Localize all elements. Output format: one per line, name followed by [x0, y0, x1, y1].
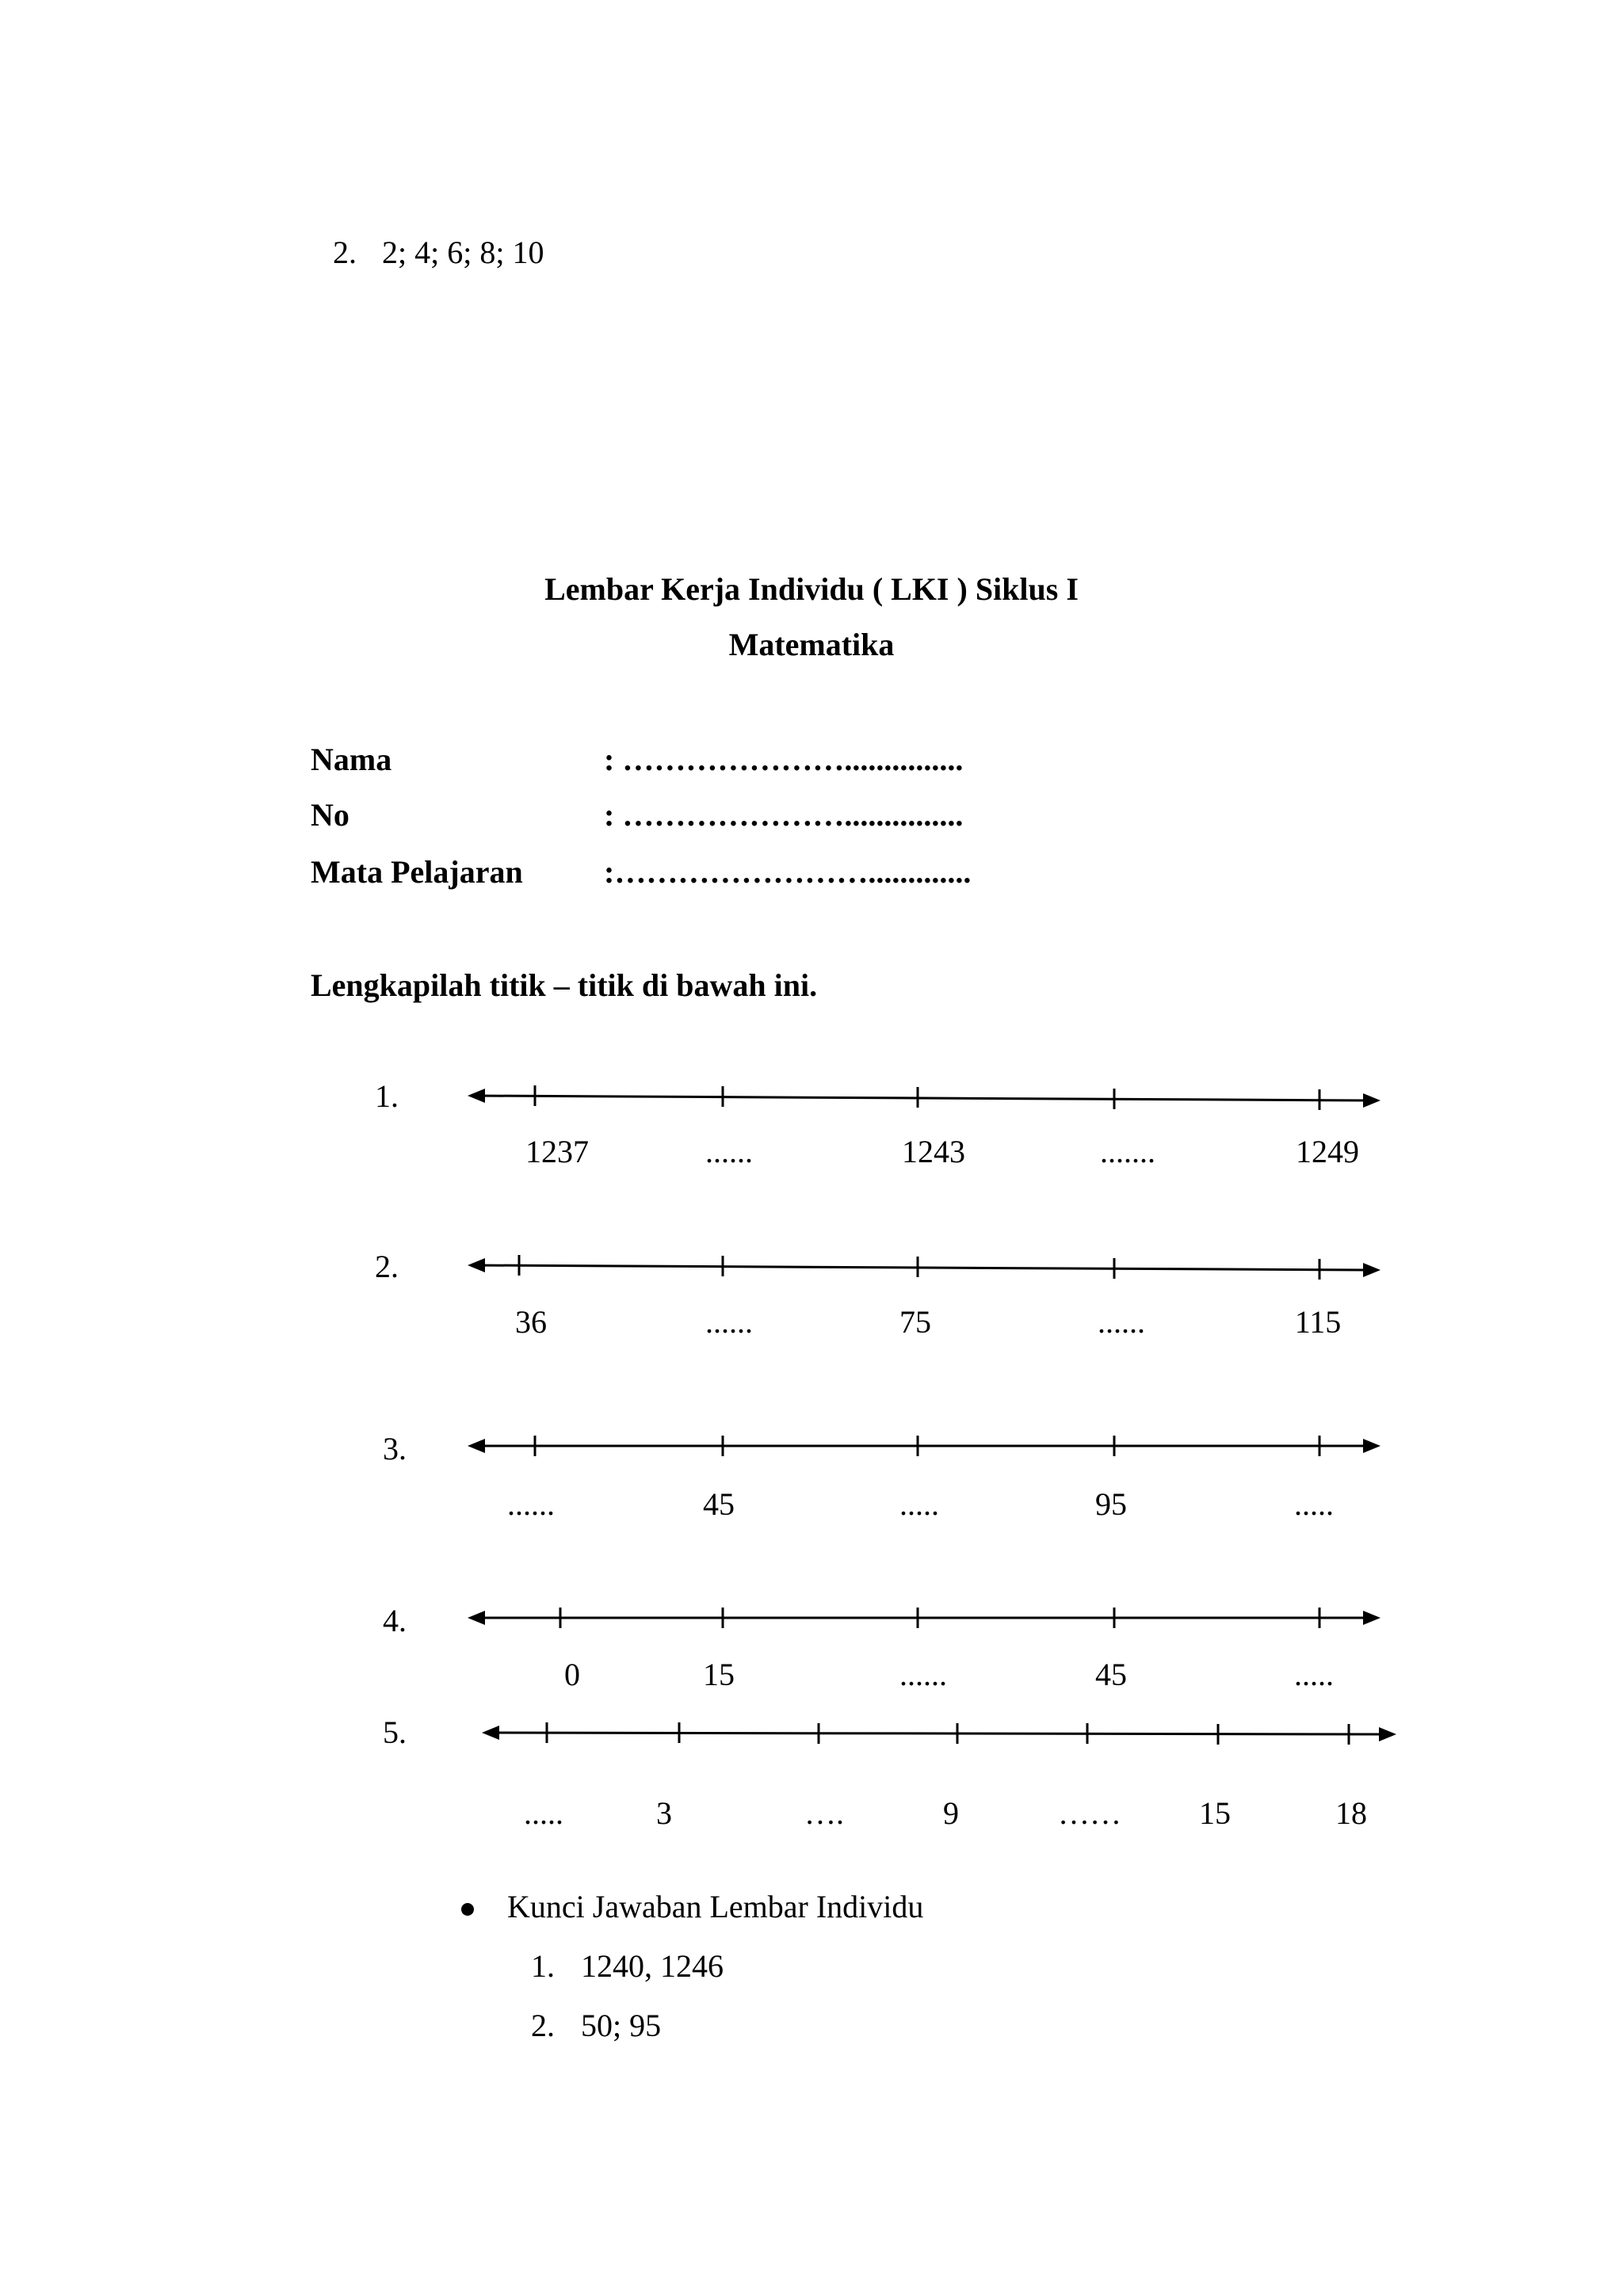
number-line-5-label: 9	[943, 1795, 959, 1831]
number-line-3-label: .....	[899, 1486, 939, 1522]
number-line-5	[482, 1722, 1396, 1745]
answer-key-heading: Kunci Jawaban Lembar Individu	[507, 1889, 924, 1924]
number-line-3-label: 95	[1095, 1486, 1127, 1522]
field-label-nama: Nama	[311, 742, 392, 777]
number-line-5-label: ……	[1058, 1795, 1121, 1831]
number-line-1	[468, 1085, 1381, 1110]
number-line-4-label: ......	[899, 1657, 947, 1692]
page-title: Lembar Kerja Individu ( LKI ) Siklus I	[544, 571, 1079, 607]
number-line-5-label: 15	[1199, 1795, 1231, 1831]
field-value-mata-pelajaran: :…………………….............	[604, 854, 972, 890]
number-line-4-index: 4.	[383, 1603, 407, 1638]
number-line-1-label: ......	[705, 1134, 753, 1169]
top-item-text: 2; 4; 6; 8; 10	[382, 235, 544, 270]
answer-key-item-text: 50; 95	[581, 2008, 662, 2043]
field-label-no: No	[311, 797, 349, 833]
number-line-1-label: 1249	[1296, 1134, 1359, 1169]
number-line-5-label: .....	[524, 1795, 563, 1831]
number-line-4	[468, 1608, 1381, 1628]
field-label-mata-pelajaran: Mata Pelajaran	[311, 854, 523, 890]
number-line-2	[468, 1255, 1381, 1280]
number-line-5-index: 5.	[383, 1714, 407, 1750]
number-line-2-index: 2.	[375, 1249, 399, 1284]
number-line-5-label: 3	[656, 1795, 672, 1831]
number-line-3-index: 3.	[383, 1431, 407, 1466]
number-line-5-label: ….	[804, 1795, 844, 1831]
number-line-2-label: 115	[1294, 1304, 1342, 1340]
number-line-2-label: ......	[705, 1304, 753, 1340]
number-line-2-label: 75	[899, 1304, 931, 1340]
page-subtitle: Matematika	[728, 627, 895, 662]
number-line-5-label: 18	[1335, 1795, 1367, 1831]
answer-key-item-number: 1.	[531, 1948, 555, 1984]
number-line-2-label: ......	[1098, 1304, 1145, 1340]
number-line-3-label: 45	[703, 1486, 735, 1522]
number-line-1-label: 1243	[902, 1134, 965, 1169]
number-line-3	[468, 1436, 1381, 1456]
number-line-4-label: 15	[703, 1657, 735, 1692]
answer-key-item-text: 1240, 1246	[581, 1948, 724, 1984]
field-value-nama: : …………………...............	[604, 742, 964, 777]
number-line-4-label: .....	[1294, 1657, 1334, 1692]
number-line-1-label: .......	[1100, 1134, 1155, 1169]
number-line-4-label: 45	[1095, 1657, 1127, 1692]
field-value-no: : …………………...............	[604, 797, 964, 833]
number-line-1-index: 1.	[375, 1078, 399, 1114]
number-line-4-label: 0	[564, 1657, 580, 1692]
answer-key-item-number: 2.	[531, 2008, 555, 2043]
number-line-3-label: ......	[507, 1486, 555, 1522]
number-line-3-label: .....	[1294, 1486, 1334, 1522]
instruction-text: Lengkapilah titik – titik di bawah ini.	[311, 967, 818, 1003]
number-line-1-label: 1237	[525, 1134, 589, 1169]
top-item-number: 2.	[333, 235, 357, 270]
bullet-icon	[461, 1903, 474, 1916]
number-line-2-label: 36	[515, 1304, 547, 1340]
